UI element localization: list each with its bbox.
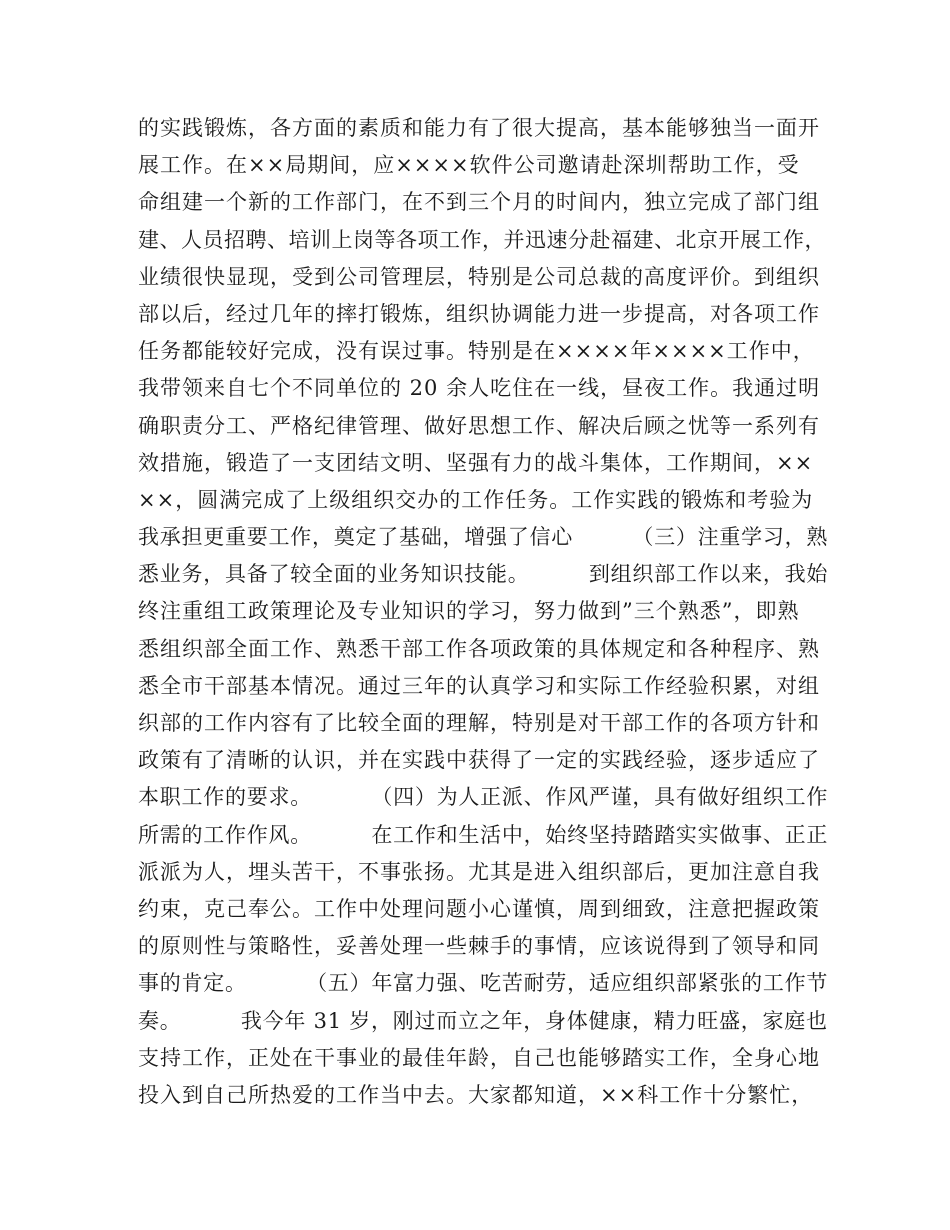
text-line: 命组建一个新的工作部门，在不到三个月的时间内，独立完成了部门组 xyxy=(138,190,820,215)
text-line: 部以后，经过几年的摔打锻炼，组织协调能力进一步提高，对各项工作 xyxy=(138,301,820,326)
text-line: 派派为人，埋头苦干，不事张扬。尤其是进入组织部后，更加注意自我 xyxy=(138,859,820,884)
text-line: 投入到自己所热爱的工作当中去。大家都知道，××科工作十分繁忙， xyxy=(138,1082,814,1107)
text-line: 任务都能较好完成，没有误过事。特别是在××××年××××工作中， xyxy=(138,339,815,364)
text-line: 我带领来自七个不同单位的 20 余人吃住在一线，昼夜工作。我通过明 xyxy=(138,376,821,401)
text-line: 展工作。在××局期间，应××××软件公司邀请赴深圳帮助工作，受 xyxy=(138,153,800,178)
text-line: 终注重组工政策理论及专业知识的学习，努力做到”三个熟悉”，即熟 xyxy=(138,599,800,624)
text-line: ××，圆满完成了上级组织交办的工作任务。工作实践的锻炼和考验为 xyxy=(138,487,814,512)
text-line: 悉业务，具备了较全面的业务知识技能。 到组织部工作以来，我始 xyxy=(138,562,829,587)
text-line: 本职工作的要求。 （四）为人正派、作风严谨，具有做好组织工作 xyxy=(138,785,829,810)
text-line: 事的肯定。 （五）年富力强、吃苦耐劳，适应组织部紧张的工作节 xyxy=(138,971,829,996)
text-line: 支持工作，正处在干事业的最佳年龄，自己也能够踏实工作，全身心地 xyxy=(138,1045,820,1070)
text-line: 约束，克己奉公。工作中处理问题小心谨慎，周到细致，注意把握政策 xyxy=(138,896,820,921)
text-line: 建、人员招聘、培训上岗等各项工作，并迅速分赴福建、北京开展工作， xyxy=(138,227,826,252)
text-line: 织部的工作内容有了比较全面的理解，特别是对干部工作的各项方针和 xyxy=(138,711,820,735)
document-body xyxy=(138,110,828,1114)
text-line: 我承担更重要工作，奠定了基础，增强了信心 （三）注重学习，熟 xyxy=(138,525,829,550)
text-line: 悉全市干部基本情况。通过三年的认真学习和实际工作经验积累，对组 xyxy=(138,673,820,698)
text-line: 业绩很快显现，受到公司管理层，特别是公司总裁的高度评价。到组织 xyxy=(138,264,820,289)
text-line: 的实践锻炼，各方面的素质和能力有了很大提高，基本能够独当一面开 xyxy=(138,116,820,140)
text-line: 奏。 我今年 31 岁，刚过而立之年，身体健康，精力旺盛，家庭也 xyxy=(138,1008,828,1033)
text-line: 悉组织部全面工作、熟悉干部工作各项政策的具体规定和各种程序、熟 xyxy=(138,636,820,661)
text-line: 的原则性与策略性，妥善处理一些棘手的事情，应该说得到了领导和同 xyxy=(138,934,820,959)
text-line: 政策有了清晰的认识，并在实践中获得了一定的实践经验，逐步适应了 xyxy=(138,748,820,773)
text-line: 确职责分工、严格纪律管理、做好思想工作、解决后顾之忧等一系列有 xyxy=(138,413,820,438)
text-line: 所需的工作作风。 在工作和生活中，始终坚持踏踏实实做事、正正 xyxy=(138,822,829,847)
text-line: 效措施，锻造了一支团结文明、坚强有力的战斗集体，工作期间，×× xyxy=(138,450,814,475)
